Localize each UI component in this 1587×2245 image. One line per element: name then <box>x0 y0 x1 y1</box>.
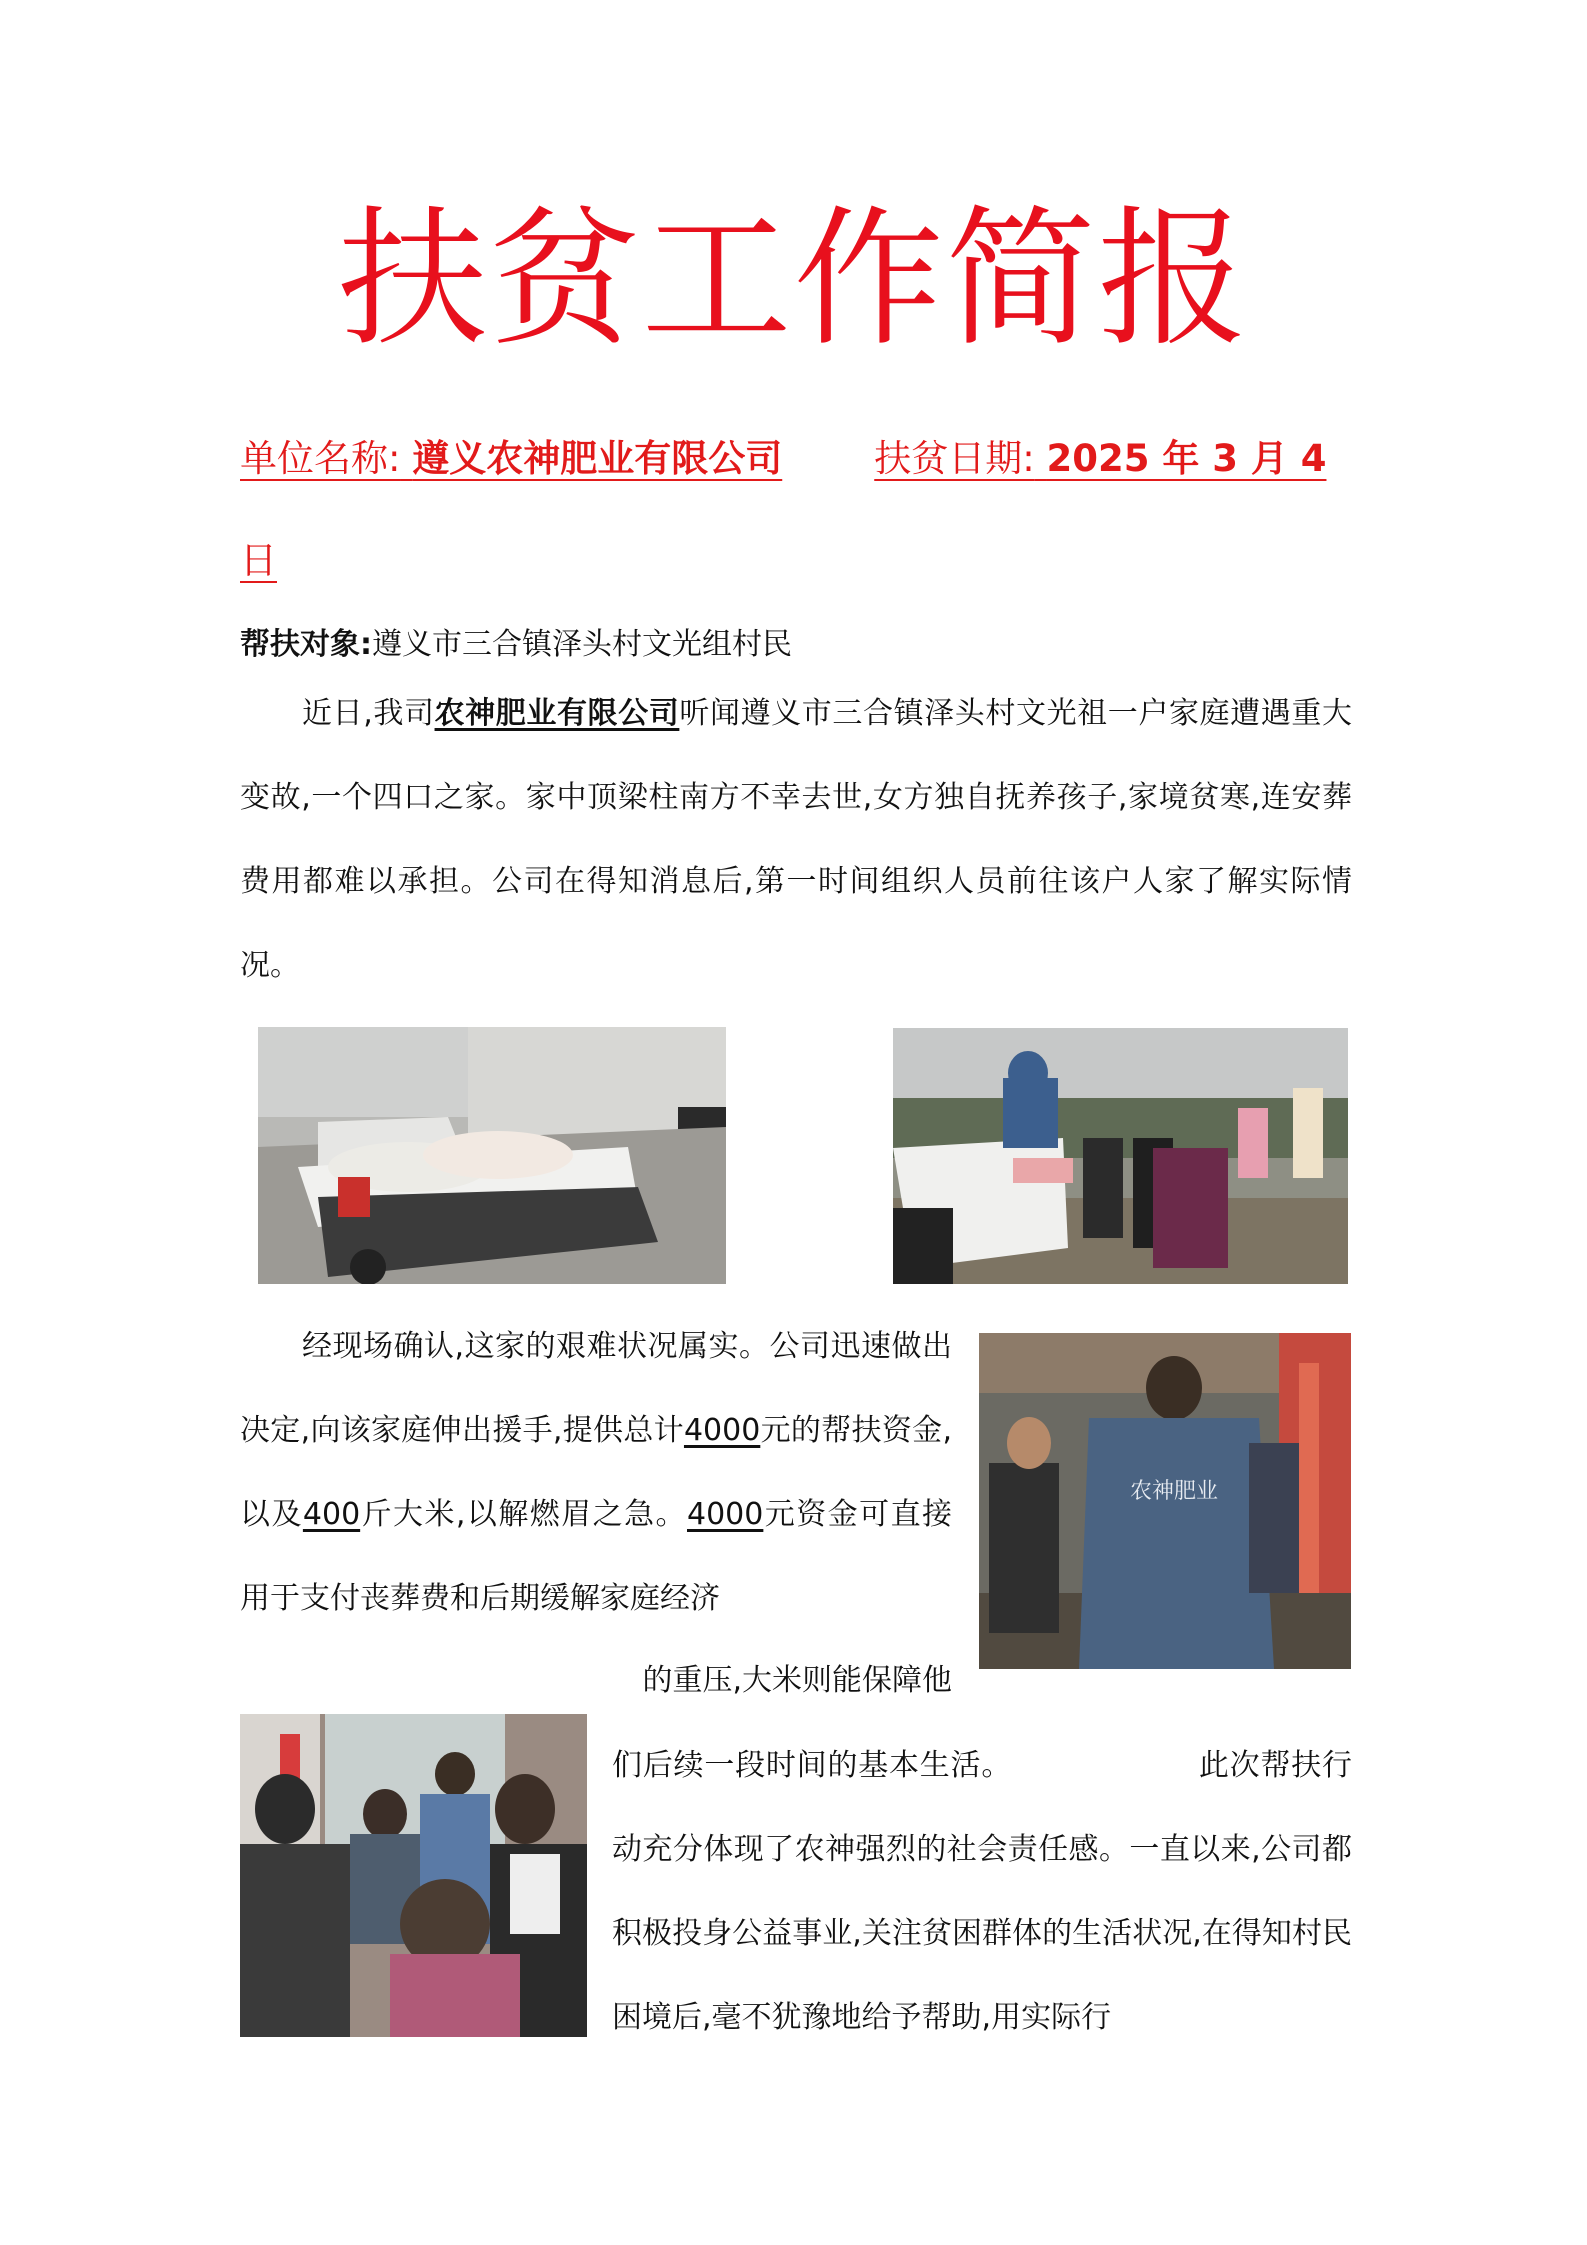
para1-text: 听闻遵义市三合镇泽头村文光祖一户家庭遭遇重大变故,一个四口之家。家中顶梁柱南方不幸去世,女方独自抚养孩子,家境贫寒,连安葬费用都难以承担。公司在得知消息后,第一时间组织人员前往该户人家了解实际情况。 <box>240 696 1352 983</box>
unit-date-line <box>240 437 1350 480</box>
bulletin-title: 扶贫工作简报 <box>337 193 1250 367</box>
jacket-logo-text: 农神肥业 <box>1129 1479 1219 1504</box>
date-day: 日 <box>240 539 277 582</box>
photo-unloading <box>893 1028 1348 1284</box>
para2-text-3: 斤大米,以解燃眉之急。 <box>360 1497 687 1532</box>
unit-label: 单位名称: <box>240 437 401 480</box>
company-name: 农神肥业有限公司 <box>434 696 680 731</box>
fund-amount: 4000 <box>683 1413 761 1448</box>
rice-amount: 400 <box>302 1497 361 1532</box>
paragraph-1 <box>240 672 1352 1008</box>
date-label: 扶贫日期: <box>874 437 1035 480</box>
para2-text-1: 经现场确认,这家的艰难状况属实。公司迅速做出决定,向该家庭伸出援手,提供总计 <box>240 1329 952 1448</box>
date-value: 2025 年 3 月 4 <box>1046 437 1327 480</box>
para3-text-2: 此次帮扶行动充分体现了农神强烈的社会责任感。一直以来,公司都积极投身公益事业,关注贫困群体的生活状况,在得知村民困境后,毫不犹豫地给予帮助,用实际行 <box>612 1748 1353 2035</box>
fund-amount-2: 4000 <box>687 1497 764 1532</box>
paragraph-2 <box>240 1305 952 1641</box>
target-value: 遵义市三合镇泽头村文光组村民 <box>372 627 792 662</box>
photo-truck-rice <box>258 1027 726 1284</box>
unit-name: 遵义农神肥业有限公司 <box>412 437 783 480</box>
photo-staff-visit <box>979 1333 1351 1669</box>
target-label: 帮扶对象: <box>240 627 372 662</box>
para3-text-1: 们后续一段时间的基本生活。 <box>612 1748 1013 1783</box>
paragraph-2-tail: 的重压,大米则能保障他 <box>642 1663 952 1698</box>
para2-text-2: 元的帮扶资金,以及 <box>240 1413 952 1532</box>
para1-prefix: 近日,我司 <box>302 696 435 731</box>
para2-text-4: 元资金可直接用于支付丧葬费和后期缓解家庭经济 <box>240 1497 953 1616</box>
photo-handover <box>240 1714 587 2037</box>
paragraph-3 <box>612 1724 1352 2060</box>
